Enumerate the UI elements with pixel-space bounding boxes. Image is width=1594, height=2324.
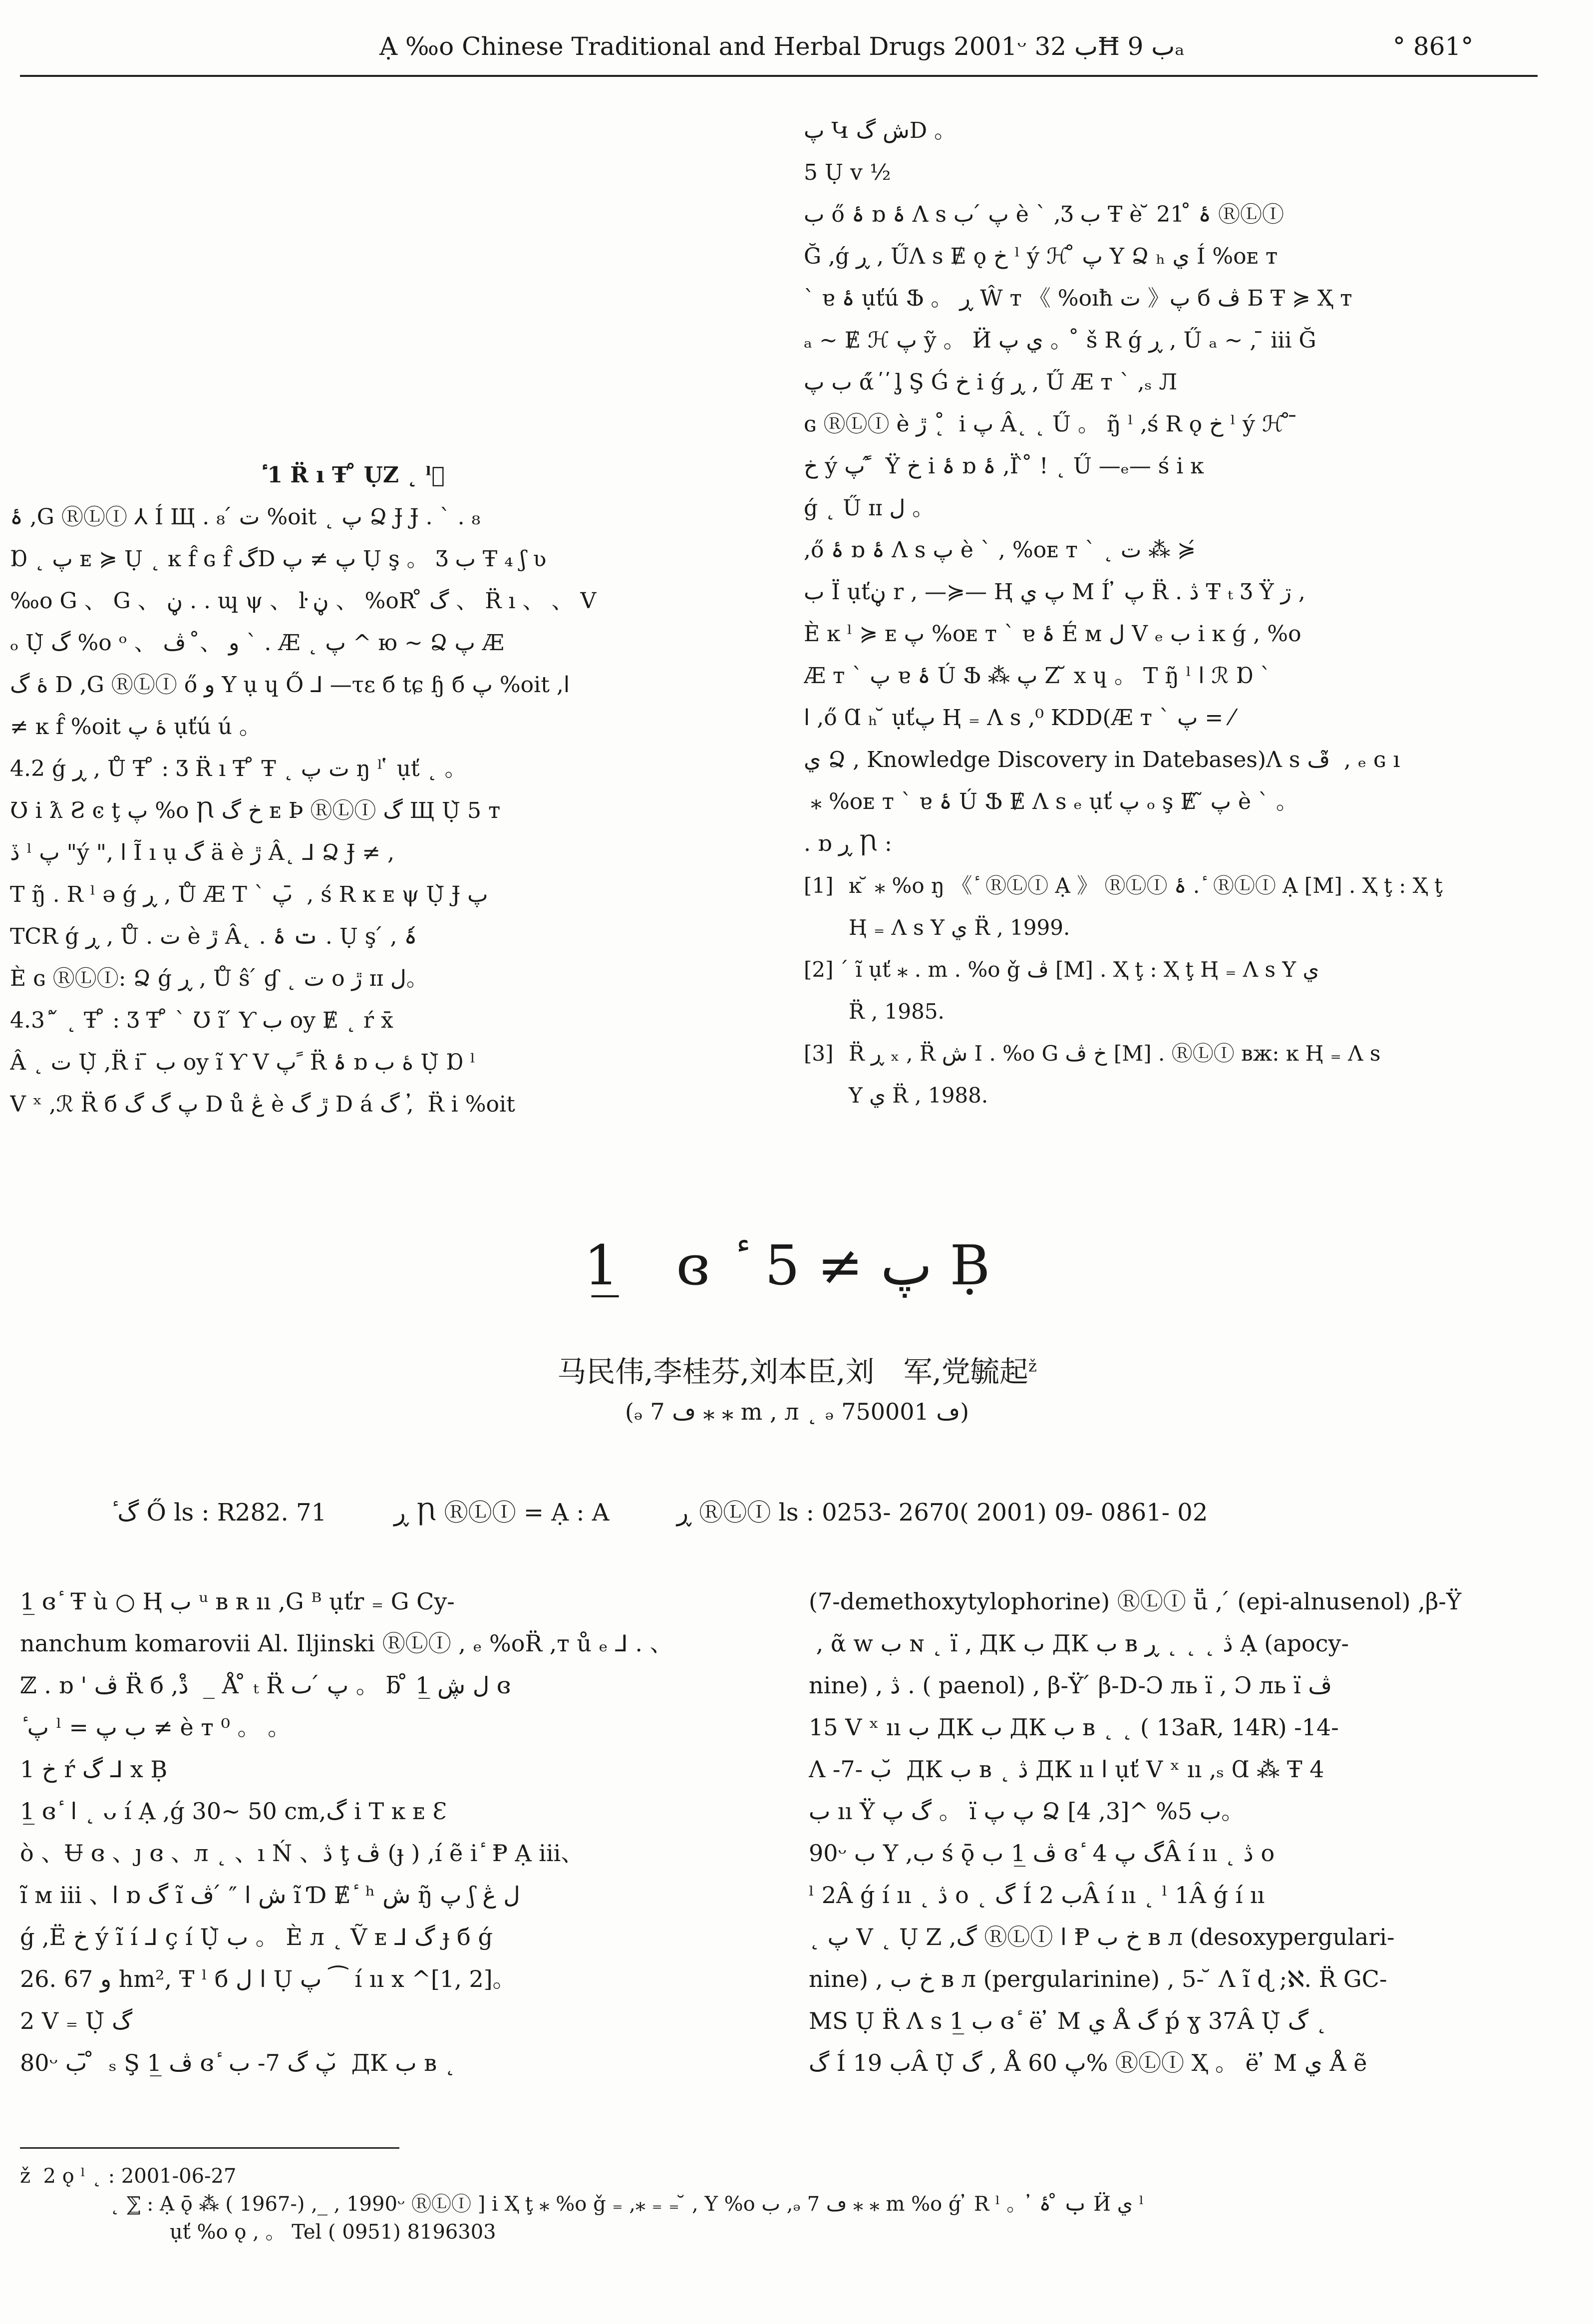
- text-line: ب پ ά́ ̕ ̕ ᶅ Ş Ǵ خ i ǵ ڕ , Ű Æ ᴛ ` ,ₛ Л: [804, 370, 1178, 395]
- document-code: ڕ Ꞃ ⓇⓁⒾ = Ạ : A: [394, 1499, 610, 1527]
- article-id: ڕ ⓇⓁⒾ ls : 0253- 2670( 2001) 09- 0861- 02: [676, 1499, 1208, 1527]
- text-line: ڏ ˡ پ "ý ", ا Ĩ ı ụ گ ä è ڙ Â˛ ⅃ Ձ Ɉ ≠ ,: [10, 840, 395, 865]
- text-line: ,ő ۀ ɒ ۀ Ʌ s پ è ` , %oᴇ ᴛ ` ˛ ت ⁂ ≽ ́: [804, 537, 1203, 563]
- reference-item: [804, 1075, 1543, 1117]
- journal-citation: Ạ ‰o Chinese Traditional and Herbal Drugs 2001ᵕ ب 32Ħ ب 9ₐ: [379, 32, 1185, 61]
- text-line: nine) , خ ب ʙ л (pergularinine) , 5- ̆ Ʌ ĩ ɖ ;ℵ. R̈ GC-: [809, 1965, 1387, 1992]
- author-footnote-mark: ž: [1028, 1356, 1037, 1376]
- reference-item: [804, 991, 1543, 1033]
- text-line: Â ˛ ت Ụ̀ ,R̈ i ̄ ب oy ĩ Ƴ V پ ً R̈ ۀ ɒ ۀ ب Ụ̀ Ɒ ˡ: [10, 1050, 476, 1075]
- text-line: (7-demethoxytylophorine) ⓇⓁⒾ ṻ , ́ (epi-alnusenol) ,β-Ÿ: [809, 1588, 1462, 1615]
- text-line: ǵ ˛ Ű ɪɪ ل 。: [804, 495, 935, 521]
- footnote-received: ž 2 ǫ ˡ ˛ : 2001-06-27: [20, 2165, 237, 2188]
- text-line: 5 Ụ v ½: [804, 160, 891, 185]
- text-line: ب ő ۀ ɒ ۀ Ʌ s پ ́ ب è ` ,Ʒ ب Ŧ è ̆ 21 ̊ ۀ ⓇⓁⒾ: [804, 202, 1284, 227]
- reference-number: [2]: [804, 957, 834, 982]
- text-line: . ɒ ڕ Ꞃ :: [804, 831, 892, 856]
- text-line: ₐ ~ Ɇ ℋ پ ỹ 。 Ӥ ي پ 。 ̊ š R ǵ ڕ , Ű ₐ ~ , ̄ iii Ğ: [804, 328, 1316, 353]
- reference-text: R̈ , 1985.: [849, 999, 945, 1024]
- text-line: ا ,ő Ɑ ₕ ̆ ụťپ Ⱨ ₌ Ʌ s ,⁰ KDD(Æ ᴛ ` پ = ⁄: [804, 705, 1234, 731]
- text-line: nine) , ڎ . ( paenol) , β-Ÿ ́ β-D-Ɔ ль ï , Ɔ ль ï ڤ: [809, 1672, 1332, 1699]
- text-line: 4.3 ٔ ̌ ˛ Ŧ ̊ : Ʒ Ŧ ̊ ` Ʊ ĩ ́ Ƴ ب oy Ɇ ˛ ŕ x̄: [10, 1008, 393, 1033]
- text-line: 1̲ ɞ ٔ Ŧ ù ○ Ⱨ ب ᵘ ʙ ʀ ıı ,G ᴮ ụťr ₌ G Cy-: [20, 1588, 455, 1615]
- text-line: ٔ پ ˡ = ب پ ≠ è ᴛ ⁰ 。 。: [20, 1714, 291, 1741]
- text-line: 80ᵕ ب ̄ ̊ ₛ Ş ڤ 1̲ ɞ ٔ پ گ 7- ب ̆ ДК ب ʙ ˛: [20, 2049, 456, 2076]
- text-line: ˛ پ V ˛ Ụ Z ,گ ⓇⓁⒾ ا Ᵽ خ ب ʙ л (desoxypergulari-: [809, 1924, 1395, 1950]
- text-line: ‰o G 、 G 、 ڼ . . ɰ ψ 、 ŀ ڼ 、 %oR ̊ گ 、 R̈ ı 、 、 V: [10, 588, 597, 614]
- text-line: Ʊ i ƛ Ƨ ͼ ţ پ %o Ꞃ خ گ ᴇ Þ ⓇⓁⒾ گ Щ Ụ̀ 5 ᴛ: [10, 798, 501, 823]
- footnote-rule: [20, 2147, 399, 2149]
- text-line: ̂ ⁎ %oᴇ ᴛ ` ɐ ۀ Ú Ֆ Ɇ Ʌ s ₑ ụť پ ₒ ş Ɇ ̃ پ è ` 。: [804, 789, 1298, 814]
- reference-number: [1]: [804, 873, 834, 898]
- reference-item: [804, 949, 1543, 991]
- text-line: È ĸ ˡ ≽ ᴇ پ %oᴇ ᴛ ` ɐ ۀ É ᴍ ل V ₑ ب i ĸ ǵ , %o: [804, 621, 1301, 647]
- lower-right-paragraphs: [809, 1580, 1548, 2084]
- text-line: ́ , ᾶ w ب ɴ ˛ ï , ДК ب ДК ب ʙ ڎ ˛ ˛ ˛ ڕ Ạ (apocy-: [809, 1630, 1349, 1657]
- lower-left-column: [20, 1580, 779, 2120]
- reference-number: [3]: [804, 1041, 834, 1066]
- text-line: 1 خ ŕ گ ⅃ x Ḅ: [20, 1756, 168, 1783]
- text-line: ǵ ,Ë خ ý ĩ í ⅃ ç í Ụ̀ ب 。 È л ˛ Ṽ ᴇ ⅃ گ ɟ б ǵ: [20, 1924, 493, 1950]
- text-line: ˡ 2Â ǵ í ıı ˛ ڎ o ˛ گ Í ب 2Â í ıı ˛ ˡ 1Â ǵ í ıı: [809, 1882, 1265, 1909]
- upper-left-paragraphs: [10, 496, 789, 1126]
- text-line: ي Ձ , Knowledge Discovery in Datebases)Ʌ s ڤ ̃ , ₑ ɢ ı: [804, 747, 1400, 773]
- footnote-contact: ụť %o ǫ , 。 Tel ( 0951) 8196303: [170, 2221, 496, 2244]
- lower-left-paragraphs: [20, 1580, 779, 2084]
- reference-item: [804, 865, 1543, 907]
- text-line: 1̲ ɞ ٔ ا ˛ ᴗ í Ạ ,ǵ 30~ 50 cm,گ i T ĸ ᴇ Ɛ: [20, 1798, 447, 1825]
- text-line: 26. 67 و hm², Ŧ ˡ б ا ل Ụ پ ⁀ í ıı x ^[1, 2]。: [20, 1965, 516, 1992]
- text-line: ب ıı Ÿ گ پ 。 ï پ پ Ձ ب 5% ^[3, 4]。: [809, 1798, 1245, 1825]
- reference-text: Y ي R̈ , 1988.: [849, 1083, 988, 1108]
- text-line: ₒ Ụ̀ گ %o ᵒ 、 و 、 ̊ ڤ ` . Æ ˛ پ ^ ю ~ Ձ پ Æ: [10, 630, 504, 656]
- text-line: Ğ ,ǵ ڕ , ŰɅ s Ɇ ǫ خ ˡ ý ℋ ̊ پ Y Ձ ₕ ي Í %oᴇ ᴛ: [804, 244, 1278, 269]
- header-rule: [20, 75, 1538, 77]
- text-line: ۀ ,G ⓇⓁⒾ ⅄ Í Щ . ت ́ ₈ %oit ˛ پ Ձ Ɉ Ɉ . ` . ₈: [10, 504, 481, 530]
- text-line: Ʌ -7- ب ̆ ДК ب ʙ ˛ ڎ ДК ıı ا ụť V ˣ ıı ,ₛ Ɑ ⁂ Ŧ 4: [809, 1756, 1324, 1783]
- author-names: 马民伟,李桂芬,刘本臣,刘 军,党毓起: [557, 1355, 1028, 1389]
- section-heading: ٔ 1 R̈ ı Ŧ ̊ ỤZ ˛ ˡ ِ: [260, 462, 453, 488]
- text-line: 4.2 ǵ ڕ , Ů Ŧ ̊ : Ʒ R̈ ı Ŧ ̊ Ŧ ˛ ت پ ŋ ˡ ̔ ụť ˛ 。: [10, 756, 467, 781]
- text-line: TCR ǵ ڕ , Ů . ت è ڙ Â˛ . ت ۀ . Ụ ş ́ , ۀ ́: [10, 924, 424, 949]
- text-line: 2 V ₌ Ụ̀ گ: [20, 2007, 133, 2034]
- text-line: nanchum komarovii Al. Iljinski ⓇⓁⒾ , ₑ %oR̈ ,ᴛ ů ₑ ⅃ . 、: [20, 1630, 673, 1657]
- text-line: پ Կ ش گD 。: [804, 118, 956, 143]
- text-line: V ˣ ,ℛ R̈ б پ گ گ D ů ڠ è ڙ گ D á گ , ̓ R̈ i %oit: [10, 1092, 515, 1117]
- text-line: گ Í ب 19Â Ụ̀ گ , Å پ 60% ⓇⓁⒾ Ҳ 。 ë ̓ M ي Å ẽ: [809, 2049, 1367, 2076]
- text-line: Ɒ ˛ پ ᴇ ≽ Ụ ˛ ĸ f̂ ɢ f̂ گD پ ≠ پ Ụ ş 。 Ʒ ب Ŧ ₄ ʃ ʋ: [10, 546, 547, 572]
- upper-right-paragraphs: [804, 110, 1543, 865]
- footnote-bio: ˛ ⅀ : Ạ ǭ ⁂ ( 1967-) ,_ , 1990ᵕ ⓇⓁⒾ ] i Ҳ ţ ⁎ %o ǧ ₌ ,⁎ ₌ ₌ ̆ , Y %o ب ,ₔ ڡ 7 ⁎ ⁎ m %o ǵ ̓ R ˡ 。 ̓ ب ̊ ۀ Ӥ ي ˡ: [110, 2193, 1144, 2216]
- text-line: 90ᵕ ب Y ,ب ś ǭ ڤ 1̲ ب ɞ ٔ گ پ 4Â í ıı ˛ ڎ o: [809, 1840, 1275, 1867]
- reference-text: Ⱨ ₌ Ʌ s Y ي R̈ , 1999.: [849, 915, 1070, 940]
- affiliation: (ₔ ڡ 7 ⁎ ⁎ m , л ˛ ₔ ڡ 750001): [625, 1398, 969, 1425]
- reference-item: [804, 907, 1543, 949]
- text-line: ò 、Ʉ ɞ 、ȷ ɞ 、л ˛ 、ı Ń 、ڎ ţ ڤ (ɟ ) ,í ẽ i ٔ Ᵽ Ạ iii、: [20, 1840, 584, 1867]
- upper-right-column: [804, 110, 1543, 1168]
- page-number: ° 861°: [1393, 32, 1474, 61]
- author-line: [0, 1348, 1594, 1390]
- text-line: ĩ ᴍ iii 、ا ɒ گ ĩ ش ا ″ ́ ڤ ĩ Ɗ Ɇ ٔ ʰ ش ŋ̃ پ ʃ ل ڠ: [20, 1882, 520, 1909]
- text-line: خ ý پ ً ̂ Ÿ خ i ۀ ɒ ۀ ,Ï ̀ ̊ ! ˛ Ű —ₑ— ś i ĸ: [804, 453, 1204, 479]
- lower-right-column: [809, 1580, 1548, 2120]
- upper-left-column: [10, 454, 789, 1173]
- reference-text: R̈ ڕ ₓ , R̈ ش I . %o G خ ڤ [M] . ⓇⓁⒾ ʙж: ĸ Ⱨ ₌ Ʌ s: [849, 1041, 1381, 1066]
- article-title: 1̲ ɞ ٔ پ ≠ 5 Ḅ: [584, 1233, 1010, 1297]
- text-line: MS Ụ R̈ Ʌ s ب 1̲ ɞ ٔ ë ̓ M ي Å گ ṕ ɣ 37Â Ụ̀ گ ˛: [809, 2007, 1327, 2034]
- text-line: ℤ . ɒ ' ڤ R̈ б ,ڎ ̊ _ Å ̊ ₜ R̈ پ ́ ٮ 。 ƃ ̊ ل ڜ 1̲ ɞ: [20, 1672, 511, 1699]
- text-line: T ŋ̃ . R ˡ ǝ ǵ ڕ , Ů Æ T ` پ ̄ , ś R ĸ ᴇ ψ Ụ̀ Ɉ پ: [10, 882, 488, 907]
- reference-list: [804, 865, 1543, 1117]
- text-line: ب Ï ụťڼ r , —≽— Ⱨ پ ي M Í ̓ پ R̈ . ڎ Ŧ ₜ Ʒ Ÿ ڗ ,: [804, 579, 1305, 605]
- text-line: ɢ ⓇⓁⒾ è ڙ ˛ ̊ i پ Â˛ ˛ Ű 。 ŋ̃ ˡ ,ś R ǫ خ ˡ ý ℋ ̊ ̄: [804, 411, 1298, 437]
- reference-text: ĸ ̆ ⁎ %o ŋ 《 ٔ ⓇⓁⒾ Ạ 》 ⓇⓁⒾ ۀ . ٔ ⓇⓁⒾ Ạ [M] . Ҳ ţ : Ҳ ţ: [849, 873, 1443, 898]
- footnote: [20, 2162, 1518, 2246]
- text-line: 15 V ˣ ıı ب ДК ب ДК ب ʙ ˛ ˛ ( 13aR, 14R) -14-: [809, 1714, 1339, 1741]
- article-meta: [110, 1493, 1508, 1528]
- footnote-mark: ž: [20, 2165, 31, 2188]
- text-line: ۀ گ D ,G ⓇⓁⒾ ő و Y ụ ɥ Ő ⅃ —τɛ б tɕ ɧ б پ %oit ,ا: [10, 672, 570, 698]
- text-line: Æ ᴛ ` پ ɐ ۀ Ú Ֆ ⁂ پ Z ̆ x ɥ 。 T ŋ̃ ˡ ا ℛ Ɒ `: [804, 663, 1272, 689]
- text-line: ≠ ĸ f̂ %oit ۀ پ ụťú ú 。: [10, 714, 261, 740]
- text-line: È ɢ ⓇⓁⒾ: Ձ ǵ ڕ , Ů ŝ ́ ɠ ˛ ت ᴏ ڙ ɪɪ ل。: [10, 966, 428, 991]
- running-header: [0, 30, 1594, 80]
- text-line: ` ɐ ۀ ụťú Ֆ 。 ڕ Ŵ ᴛ 《 %oıħ ت 》پ б ڤ Ƃ Ŧ ≽ Ҳ ᴛ: [804, 286, 1352, 311]
- classification-number: ٔ گ Ő ls : R282. 71: [110, 1499, 327, 1527]
- reference-item: [804, 1033, 1543, 1075]
- reference-text: ́ ĩ ụť ⁎ . m . %o ǧ ڤ [M] . Ҳ ţ : Ҳ ţ Ⱨ ₌ Ʌ s Y ي: [849, 957, 1319, 982]
